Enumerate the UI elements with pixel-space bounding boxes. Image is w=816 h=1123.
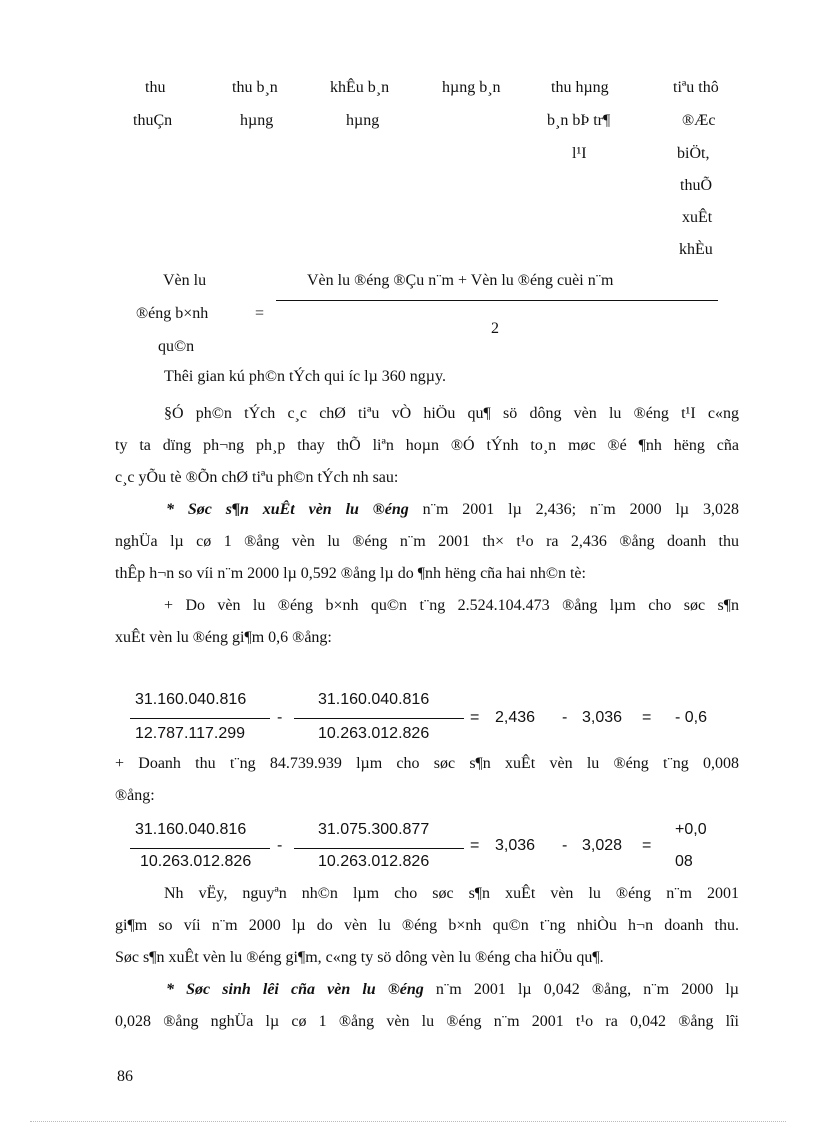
page-number: 86 <box>117 1068 133 1085</box>
eq1-numerator-2: 31.160.040.816 <box>318 691 430 708</box>
method-paragraph <box>115 398 739 494</box>
eq1-numerator-1: 31.160.040.816 <box>135 691 247 708</box>
col2-line1: thu b¸n <box>232 79 278 96</box>
col6-line4: thuÕ <box>680 177 712 194</box>
capital-increase-line1: + Do vèn lu ®éng b×nh qu©n t¨ng 2.524.104.473 ®ång lµm cho søc s¶n <box>164 597 739 614</box>
eq1-bar-1 <box>130 718 270 719</box>
production-capacity-line3: thÊp h¬n so víi n¨m 2000 lµ 0,592 ®ång lµ do ¶nh hëng cña hai nh©n tè: <box>115 565 586 582</box>
profitability-heading: * Søc sinh lêi cña vèn lu ®éng <box>166 981 424 998</box>
capital-increase-line2: xuÊt vèn lu ®éng gi¶m 0,6 ®ång: <box>115 629 332 646</box>
col3-line2: hµng <box>346 112 380 129</box>
eq2-result-line2: 08 <box>675 853 693 870</box>
eq2-equals-b: = <box>642 837 652 854</box>
method-line3: c¸c yÕu tè ®Õn chØ tiªu ph©n tÝch nh sau: <box>115 469 399 486</box>
col6-line2: ®Æc <box>682 112 716 129</box>
profitability-line1: n¨m 2001 lµ 0,042 ®ång, n¨m 2000 lµ <box>423 981 739 998</box>
revenue-increase-line2: ®ång: <box>115 787 155 804</box>
eq1-denominator-2: 10.263.012.826 <box>318 725 430 742</box>
eq1-equals-a: = <box>470 709 480 726</box>
eq1-value-1: 2,436 <box>495 709 536 726</box>
analysis-period-text: Thêi gian kú ph©n tÝch qui íc lµ 360 ngµy. <box>164 368 446 385</box>
eq2-equals-a: = <box>470 837 480 854</box>
formula-lhs-line1: Vèn lu <box>163 272 207 289</box>
conclusion-line1: Nh vËy, nguyªn nh©n lµm cho søc s¶n xuÊt vèn lu ®éng n¨m 2001 <box>164 885 739 902</box>
col6-line1: tiªu thô <box>673 79 719 96</box>
col6-line6: khÈu <box>679 241 713 258</box>
eq2-bar-2 <box>294 848 464 849</box>
eq1-bar-2 <box>294 718 464 719</box>
eq1-minus: - <box>562 709 568 726</box>
footer-divider <box>30 1121 786 1122</box>
eq2-denominator-1: 10.263.012.826 <box>140 853 252 870</box>
conclusion-line3: Søc s¶n xuÊt vèn lu ®éng gi¶m, c«ng ty sö dông vèn lu ®éng cha hiÖu qu¶. <box>115 949 604 966</box>
col5-line3: l¹I <box>572 145 587 162</box>
col2-line2: hµng <box>240 112 274 129</box>
col6-line3: biÖt, <box>677 145 710 162</box>
col6-line5: xuÊt <box>682 209 713 226</box>
eq2-bar-1 <box>130 848 270 849</box>
formula-numerator: Vèn lu ®éng ®Çu n¨m + Vèn lu ®éng cuèi n¨m <box>307 272 614 289</box>
production-capacity-line2: nghÜa lµ cø 1 ®ång vèn lu ®éng n¨m 2001 th× t¹o ra 2,436 ®ång doanh thu <box>115 533 739 550</box>
profitability-line2: 0,028 ®ång nghÜa lµ cø 1 ®ång vèn lu ®éng n¨m 2001 t¹o ra 0,042 ®ång lîi <box>115 1013 739 1030</box>
col1-line2: thuÇn <box>133 112 173 129</box>
method-line1: §Ó ph©n tÝch c¸c chØ tiªu vÒ hiÖu qu¶ sö dông vèn lu ®éng t¹I c«ng <box>164 405 739 422</box>
col5-line1: thu hµng <box>551 79 609 96</box>
production-capacity-heading: * Søc s¶n xuÊt vèn lu ®éng <box>166 501 409 518</box>
revenue-increase-line1: + Doanh thu t¨ng 84.739.939 lµm cho søc s¶n xuÊt vèn lu ®éng t¨ng 0,008 <box>115 755 739 772</box>
production-capacity-line1: n¨m 2001 lµ 2,436; n¨m 2000 lµ 3,028 <box>408 501 739 518</box>
eq2-numerator-2: 31.075.300.877 <box>318 821 430 838</box>
formula-lhs-line3: qu©n <box>158 338 195 355</box>
conclusion-line2: gi¶m so víi n¨m 2000 lµ do vèn lu ®éng b×nh qu©n t¨ng nhiÒu h¬n doanh thu. <box>115 917 739 934</box>
eq1-result: - 0,6 <box>675 709 708 726</box>
eq1-value-2: 3,036 <box>582 709 623 726</box>
col5-line2: b¸n bÞ tr¶ <box>547 112 611 129</box>
fraction-bar <box>276 300 718 301</box>
capital-increase-paragraph <box>115 590 739 654</box>
eq2-minus: - <box>562 837 568 854</box>
method-line2: ty ta dïng ph¬ng ph¸p thay thÕ liªn hoµn ®Ó tÝnh to¸n møc ®é ¶nh hëng cña <box>115 437 739 454</box>
formula-denominator: 2 <box>491 320 499 337</box>
eq2-numerator-1: 31.160.040.816 <box>135 821 247 838</box>
col4-line1: hµng b¸n <box>442 79 501 96</box>
eq1-operator: - <box>277 709 283 726</box>
eq2-result-line1: +0,0 <box>675 821 707 838</box>
formula-lhs-line2: ®éng b×nh <box>136 305 209 322</box>
eq2-denominator-2: 10.263.012.826 <box>318 853 430 870</box>
revenue-increase-paragraph <box>115 748 739 812</box>
col3-line1: khÊu b¸n <box>330 79 390 96</box>
eq1-denominator-1: 12.787.117.299 <box>135 725 246 742</box>
profitability-paragraph <box>115 974 739 1038</box>
eq1-equals-b: = <box>642 709 652 726</box>
production-capacity-paragraph <box>115 494 739 590</box>
conclusion-paragraph <box>115 878 739 974</box>
eq2-value-1: 3,036 <box>495 837 536 854</box>
eq2-operator: - <box>277 837 283 854</box>
col1-line1: thu <box>145 79 166 96</box>
eq2-value-2: 3,028 <box>582 837 623 854</box>
formula-equals: = <box>255 305 265 322</box>
